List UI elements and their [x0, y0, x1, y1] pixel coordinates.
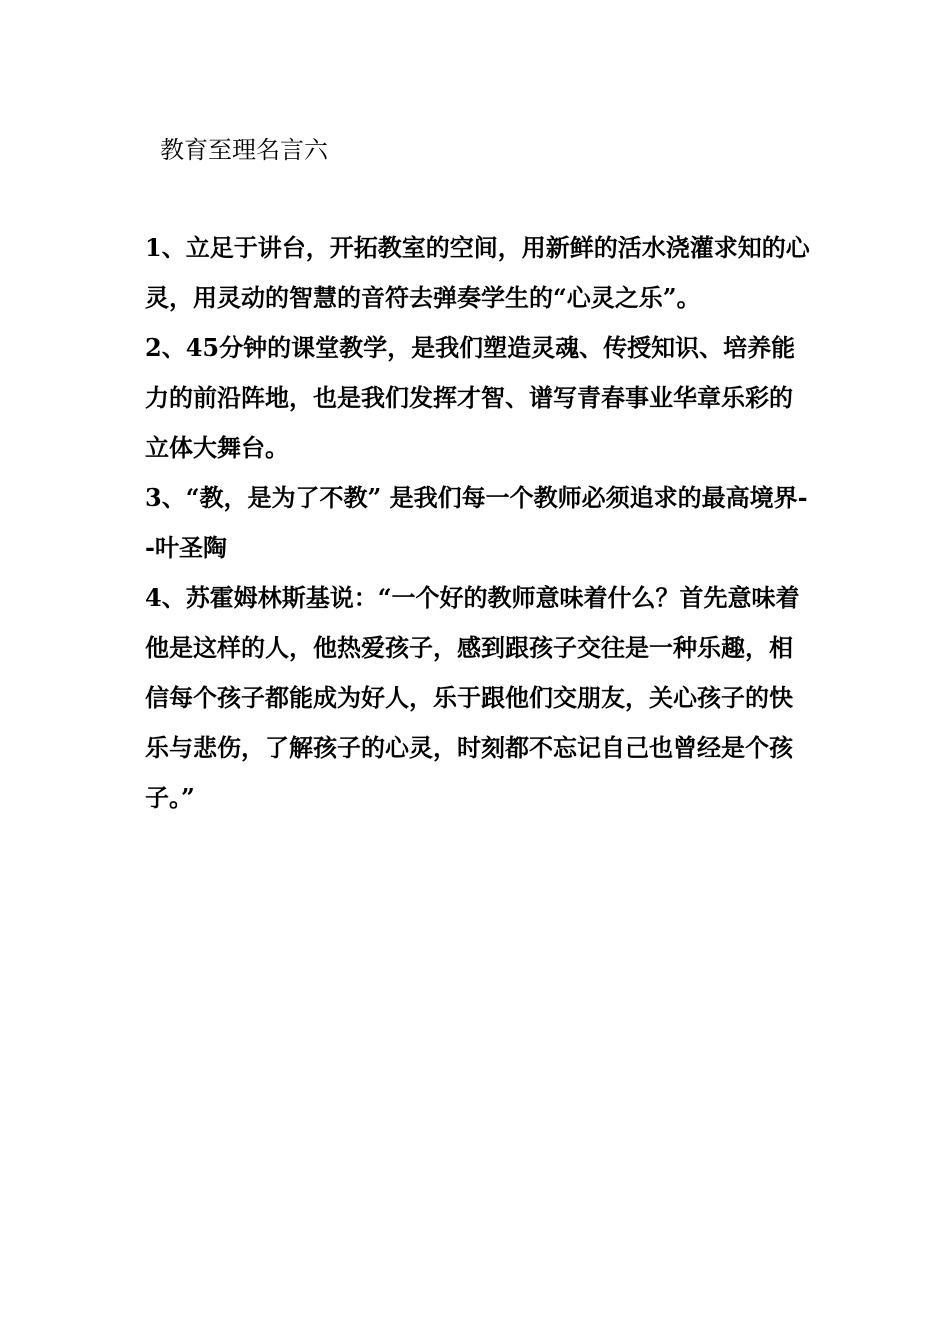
document-title: 教育至理名言六 [160, 136, 328, 164]
document-body [145, 223, 813, 823]
quote-paragraph-2: 2、45分钟的课堂教学，是我们塑造灵魂、传授知识、培养能力的前沿阵地，也是我们发挥才智、谱写青春事业华章乐彩的立体大舞台。 [145, 333, 796, 462]
quote-paragraph-4: 4、苏霍姆林斯基说：“一个好的教师意味着什么？首先意味着他是这样的人，他热爱孩子，感到跟孩子交往是一种乐趣，相信每个孩子都能成为好人，乐于跟他们交朋友，关心孩子的快乐与悲伤，了解孩子的心灵，时刻都不忘记自己也曾经是个孩子。” [145, 583, 800, 812]
quote-paragraph-1: 1、立足于讲台，开拓教室的空间，用新鲜的活水浇灌求知的心灵，用灵动的智慧的音符去弹奏学生的“心灵之乐”。 [145, 233, 810, 312]
quote-paragraph-3: 3、“教，是为了不教” 是我们每一个教师必须追求的最高境界--叶圣陶 [145, 483, 808, 562]
